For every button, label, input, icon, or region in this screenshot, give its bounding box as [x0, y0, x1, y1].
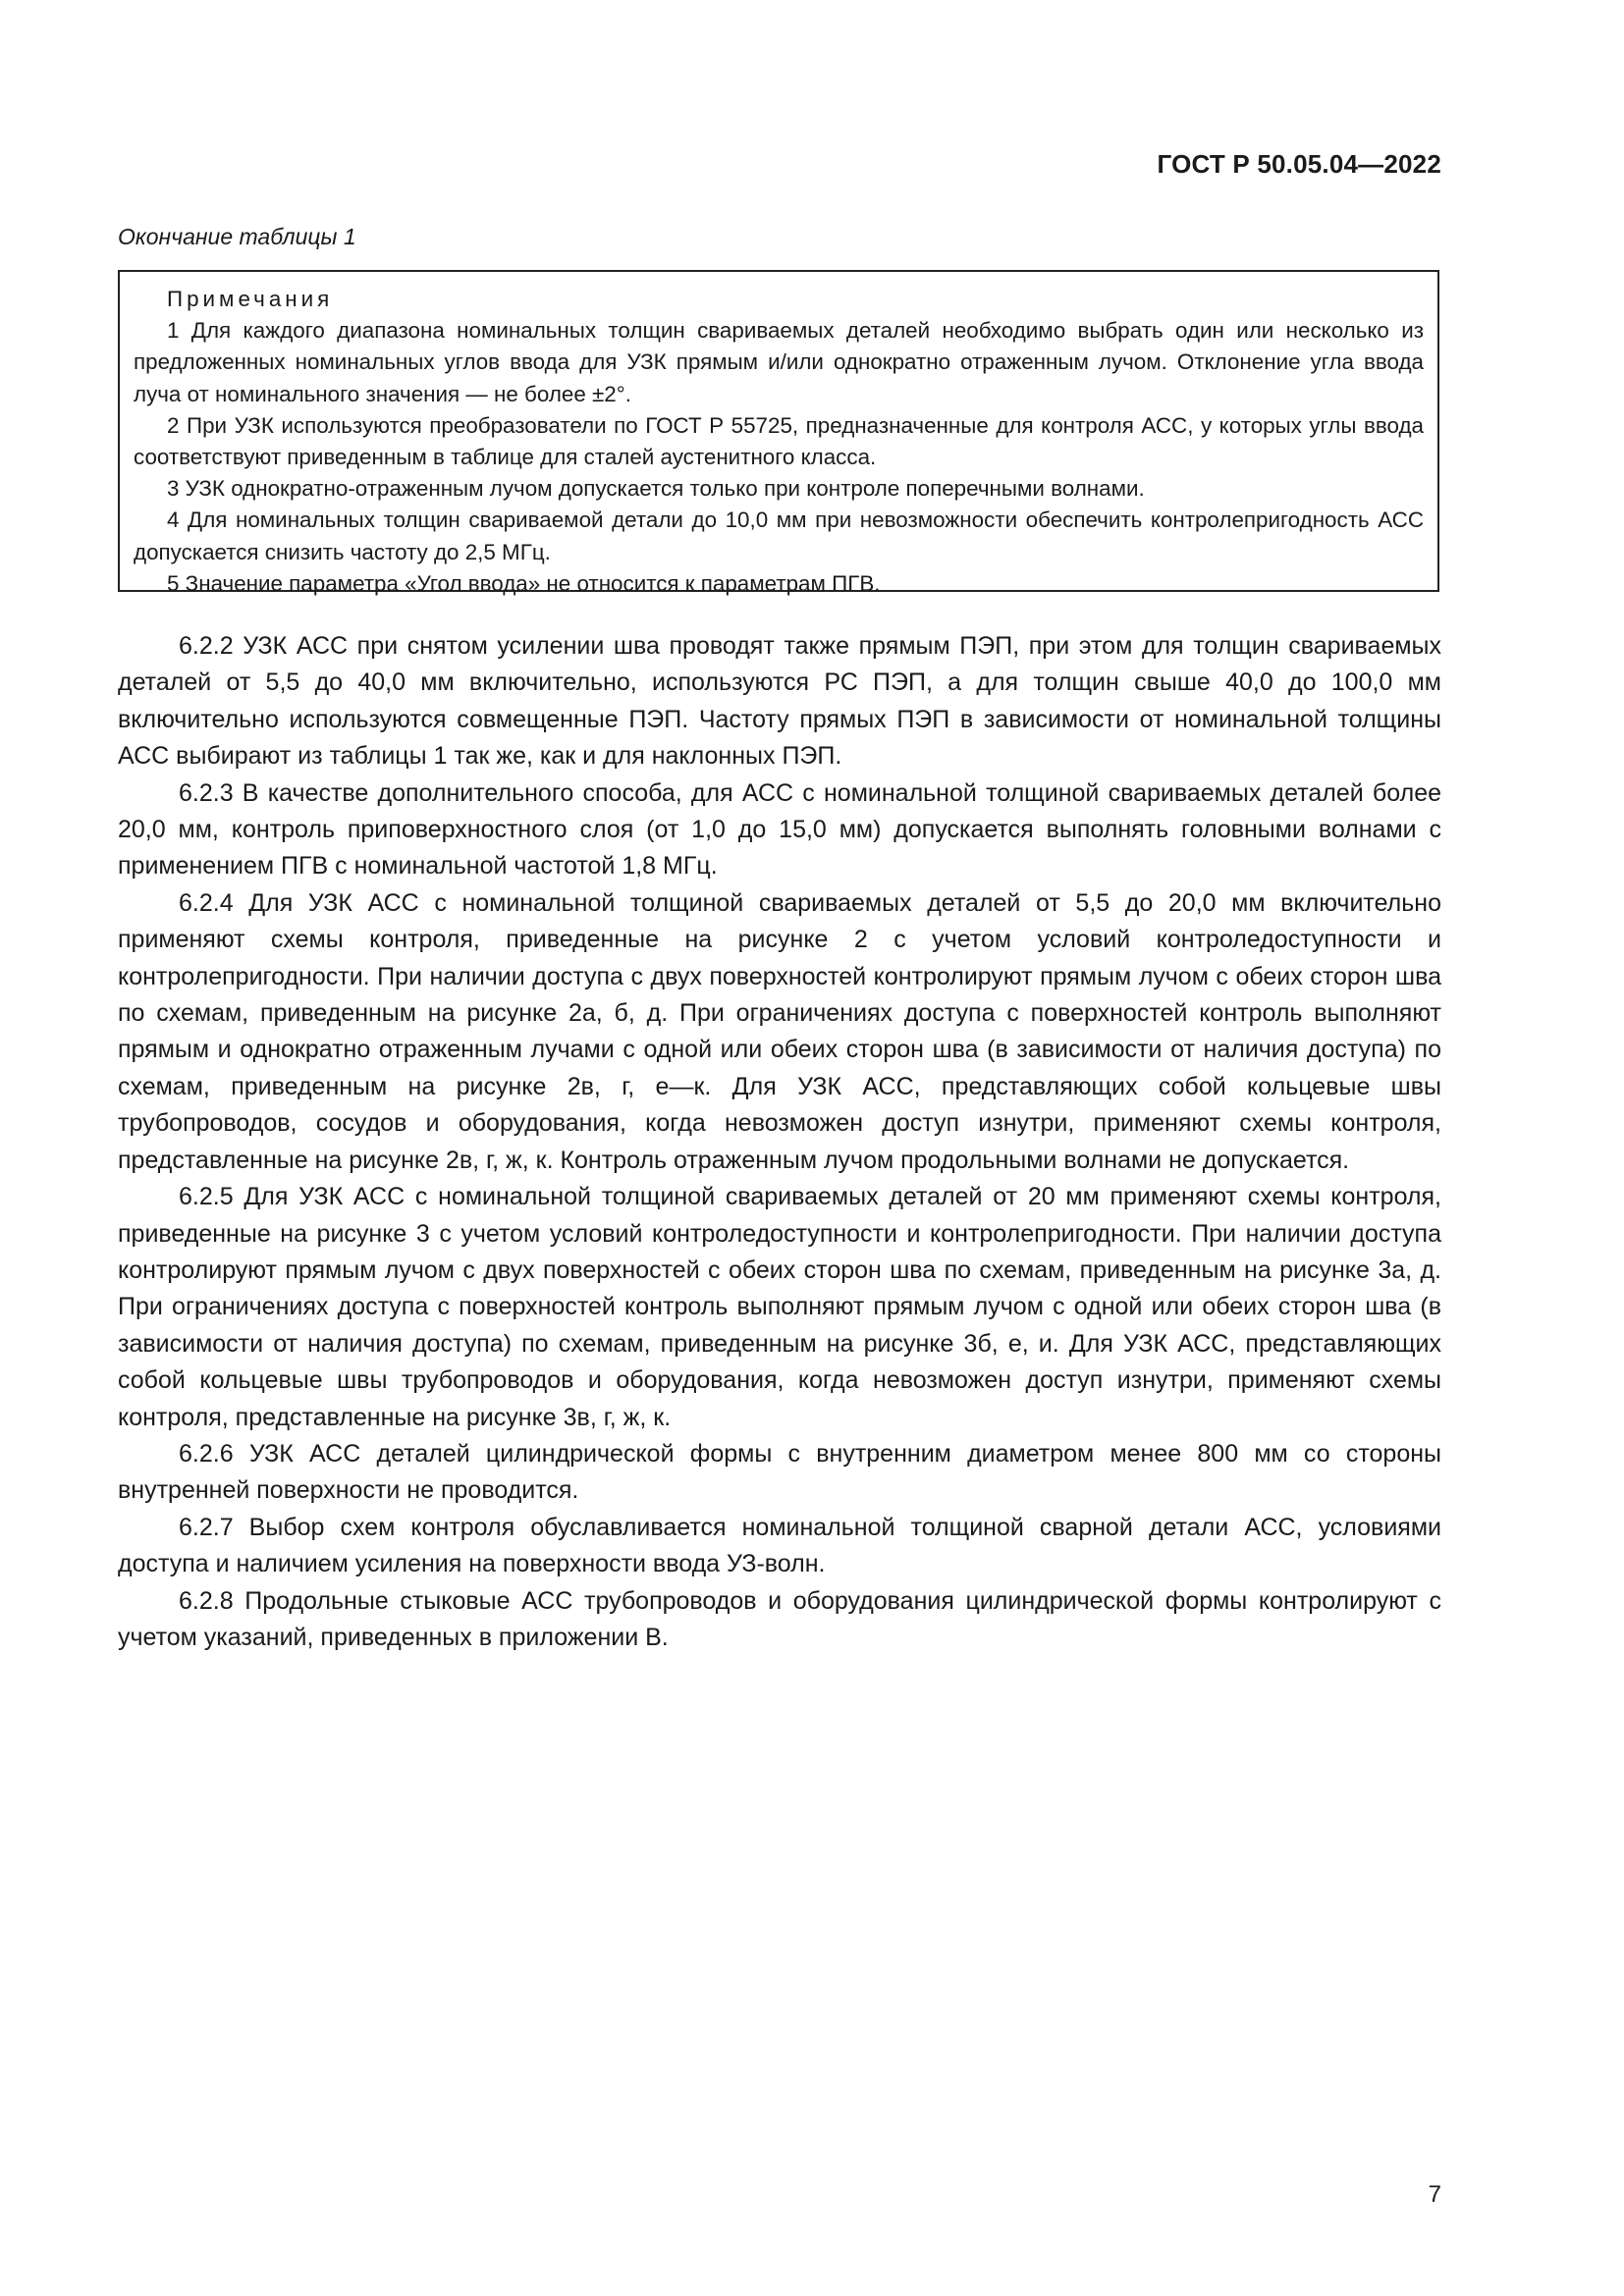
paragraph-6-2-7: 6.2.7 Выбор схем контроля обуславливается номинальной толщиной сварной детали АСС, условиями доступа и наличием усиления на поверхности ввода УЗ-волн. — [118, 1513, 1441, 1578]
notes-box — [118, 270, 1439, 596]
note-item: 3 УЗК однократно-отраженным лучом допускается только при контроле поперечными волнами. — [167, 476, 1145, 502]
note-item: 5 Значение параметра «Угол ввода» не относится к параметрам ПГВ. — [167, 570, 881, 596]
page-number: 7 — [1428, 2181, 1441, 2208]
note-item: 1 Для каждого диапазона номинальных толщин свариваемых деталей необходимо выбрать один или несколько из предложенных номинальных углов ввода для УЗК прямым и/или однократно отраженным лучом. Отклонение угла ввода луча от номинального значения — не более ±2°. — [134, 318, 1424, 406]
standard-header: ГОСТ Р 50.05.04—2022 — [1157, 149, 1441, 179]
table-caption: Окончание таблицы 1 — [118, 224, 356, 249]
note-item: 2 При УЗК используются преобразователи по ГОСТ Р 55725, предназначенные для контроля АСС, у которых углы ввода соответствуют приведенным в таблице для сталей аустенитного класса. — [134, 412, 1424, 470]
paragraph-6-2-3: 6.2.3 В качестве дополнительного способа, для АСС с номинальной толщиной свариваемых деталей более 20,0 мм, контроль приповерхностного слоя (от 1,0 до 15,0 мм) допускается выполнять головными волнами с применением ПГВ с номинальной частотой 1,8 МГц. — [118, 778, 1441, 881]
paragraph-6-2-2: 6.2.2 УЗК АСС при снятом усилении шва проводят также прямым ПЭП, при этом для толщин свариваемых деталей от 5,5 до 40,0 мм включительно, используются РС ПЭП, а для толщин свыше 40,0 до 100,0 мм включительно используются совмещенные ПЭП. Частоту прямых ПЭП в зависимости от номинальной толщины АСС выбирают из таблицы 1 так же, как и для наклонных ПЭП. — [118, 632, 1441, 771]
notes-title: Примечания — [167, 287, 334, 311]
note-item: 4 Для номинальных толщин свариваемой детали до 10,0 мм при невозможности обеспечить контролепригодность АСС допускается снизить частоту до 2,5 МГц. — [134, 507, 1424, 564]
paragraph-6-2-5: 6.2.5 Для УЗК АСС с номинальной толщиной свариваемых деталей от 20 мм применяют схемы контроля, приведенные на рисунке 3 с учетом условий контроледоступности и контролепригодности. При наличии доступа контролируют прямым лучом с двух поверхностей с обеих сторон шва по схемам, приведенным на рисунке 3а, д. При ограничениях доступа с поверхностей контроль выполняют прямым лучом с одной или обеих сторон шва (в зависимости от наличия доступа) по схемам, приведенным на рисунке 3б, е, и. Для УЗК АСС, представляющих собой кольцевые швы трубопроводов и оборудования, когда невозможен доступ изнутри, применяют схемы контроля, представленные на рисунке 3в, г, ж, к. — [118, 1183, 1441, 1431]
paragraph-6-2-8: 6.2.8 Продольные стыковые АСС трубопроводов и оборудования цилиндрической формы контролируют с учетом указаний, приведенных в приложении В. — [118, 1586, 1441, 1651]
paragraph-6-2-6: 6.2.6 УЗК АСС деталей цилиндрической формы с внутренним диаметром менее 800 мм со стороны внутренней поверхности не проводится. — [118, 1439, 1441, 1505]
body-text — [118, 628, 1441, 1656]
paragraph-6-2-4: 6.2.4 Для УЗК АСС с номинальной толщиной свариваемых деталей от 5,5 до 20,0 мм включительно применяют схемы контроля, приведенные на рисунке 2 с учетом условий контроледоступности и контролепригодности. При наличии доступа с двух поверхностей контролируют прямым лучом с обеих сторон шва по схемам, приведенным на рисунке 2а, б, д. При ограничениях доступа с поверхностей контроль выполняют прямым и однократно отраженным лучами с одной или обеих сторон шва (в зависимости от наличия доступа) по схемам, приведенным на рисунке 2в, г, е—к. Для УЗК АСС, представляющих собой кольцевые швы трубопроводов, сосудов и оборудования, когда невозможен доступ изнутри, применяют схемы контроля, представленные на рисунке 2в, г, ж, к. Контроль отраженным лучом продольными волнами не допускается. — [118, 888, 1441, 1174]
